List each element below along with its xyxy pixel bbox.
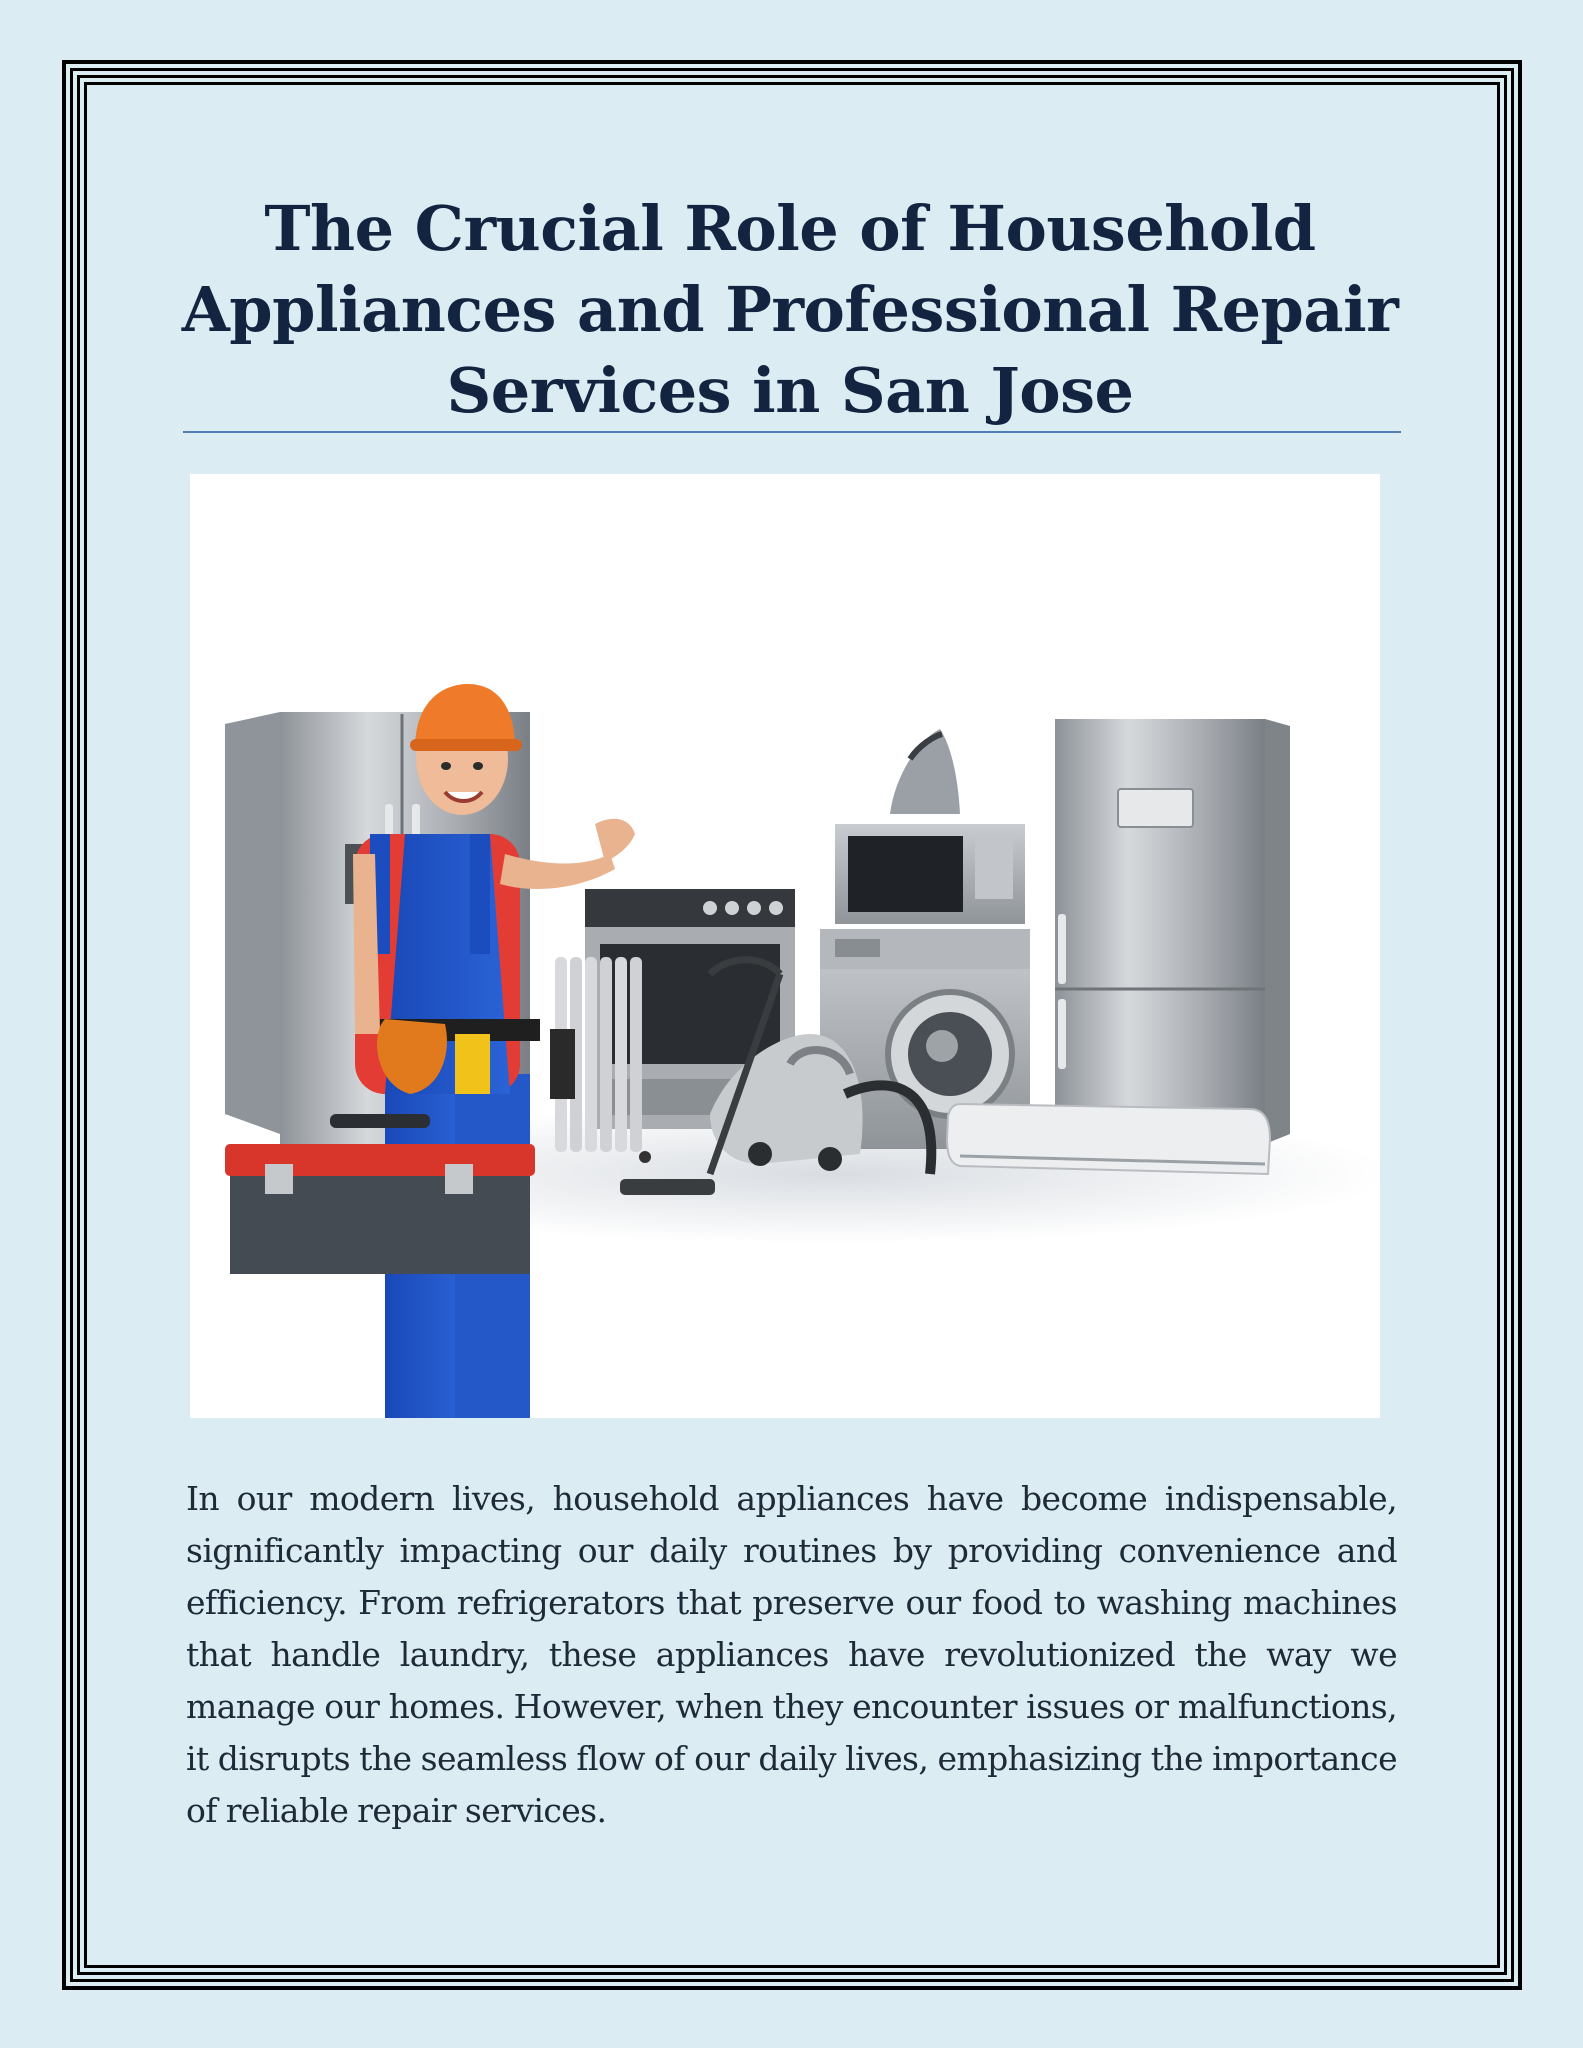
body-paragraph: In our modern lives, household appliances have become indispensable, significantly impacting our daily routines by providing convenience and efficiency. From refrigerators that preserve our food to washing machines that handle laundry, these appliances have revolutionized the way we manage our homes. However, when they encounter issues or malfunctions, it disrupts the seamless flow of our daily lives, emphasizing the importance of reliable repair services. — [186, 1479, 1397, 1830]
page-title: The Crucial Role of Household Appliances and Professional Repair Services in San Jose — [181, 192, 1399, 427]
title-underline — [183, 431, 1401, 433]
fridge-right-icon — [1055, 719, 1290, 1144]
hero-image — [190, 474, 1380, 1418]
air-conditioner-icon — [947, 1104, 1270, 1174]
iron-icon — [890, 729, 960, 814]
microwave-icon — [835, 824, 1025, 924]
